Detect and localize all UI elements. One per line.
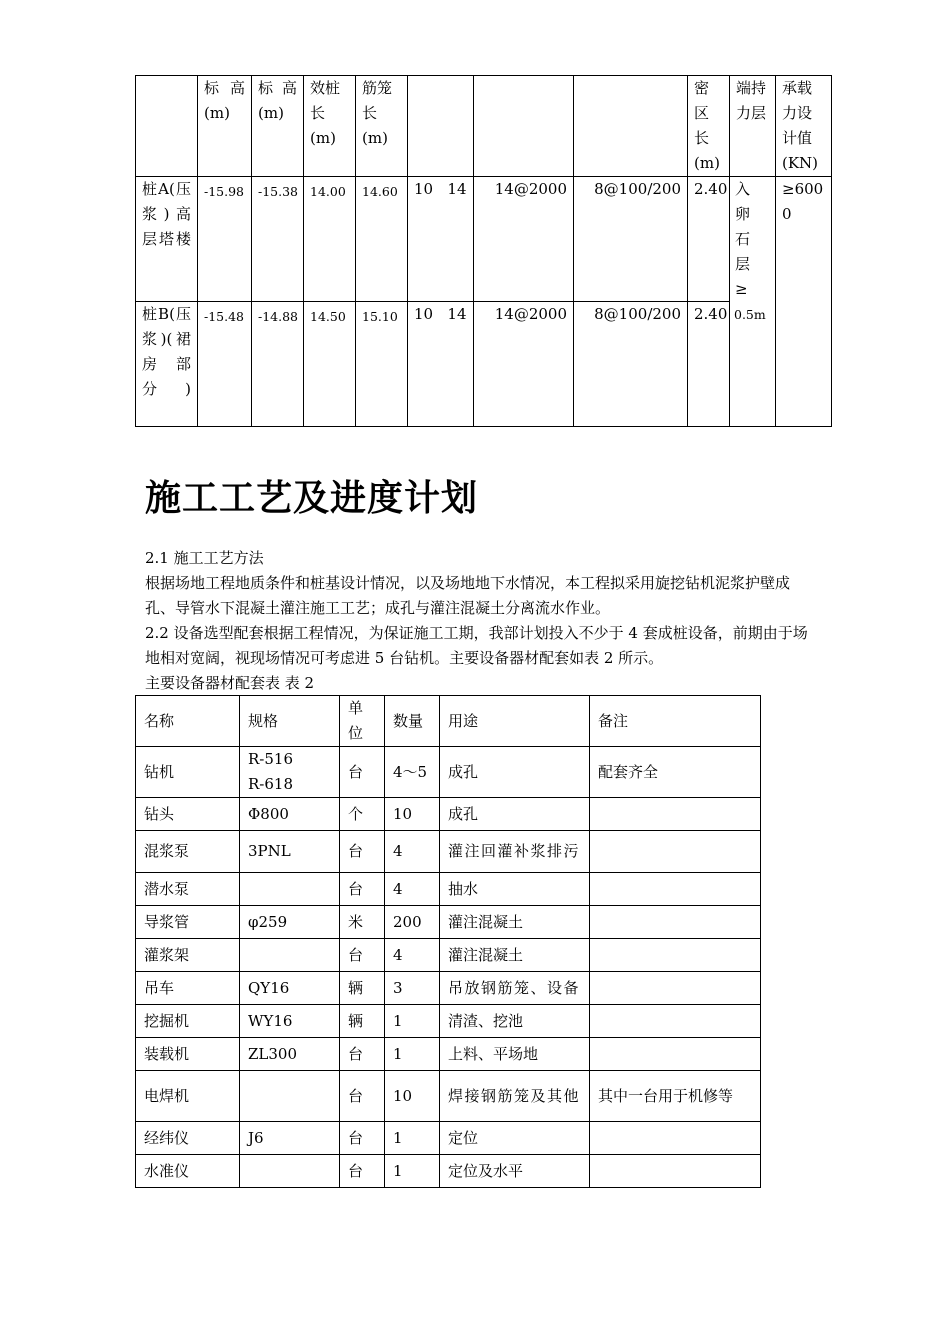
equip-note	[590, 1038, 761, 1071]
equip-name: 挖掘机	[136, 1005, 240, 1038]
section-2-1-body: 根据场地工程地质条件和桩基设计情况，以及场地地下水情况，本工程拟采用旋挖钻机泥浆护壁成孔、导管水下混凝土灌注施工工艺；成孔与灌注混凝土分离流水作业。	[145, 574, 791, 617]
pile-table-row-a	[136, 177, 832, 302]
equip-use: 焊接钢筋笼及其他	[440, 1071, 590, 1122]
equip-name: 钻头	[136, 798, 240, 831]
equip-note	[590, 1005, 761, 1038]
equip-name: 装载机	[136, 1038, 240, 1071]
equip-name: 导浆管	[136, 906, 240, 939]
equip-unit: 台	[340, 1071, 385, 1122]
elevation-1: -15.98	[198, 177, 252, 302]
equip-name: 经纬仪	[136, 1122, 240, 1155]
pile-parameter-table	[135, 75, 832, 427]
elevation-2: -14.88	[252, 302, 304, 427]
pile-name: 桩A(压浆)高层塔楼	[136, 177, 198, 302]
equip-use: 灌注回灌补浆排污	[440, 831, 590, 873]
equip-name: 灌浆架	[136, 939, 240, 972]
elevation-1: -15.48	[198, 302, 252, 427]
equip-unit: 个	[340, 798, 385, 831]
header-qty: 数量	[385, 696, 440, 747]
equip-note	[590, 906, 761, 939]
equip-row	[136, 1038, 761, 1071]
equip-use: 灌注混凝土	[440, 906, 590, 939]
header-cell-design-capacity: 承载力设计值(KN)	[776, 76, 832, 177]
equip-unit: 辆	[340, 972, 385, 1005]
equip-spec	[240, 1071, 340, 1122]
equip-row	[136, 831, 761, 873]
equip-note	[590, 831, 761, 873]
equip-qty: 1	[385, 1155, 440, 1188]
equip-unit: 台	[340, 831, 385, 873]
equip-spec: Φ800	[240, 798, 340, 831]
equip-name: 水准仪	[136, 1155, 240, 1188]
cage-length: 14.60	[356, 177, 408, 302]
pile-length: 14.00	[304, 177, 356, 302]
equip-use: 上料、平场地	[440, 1038, 590, 1071]
equip-qty: 1	[385, 1038, 440, 1071]
equip-qty: 200	[385, 906, 440, 939]
section-2-2-body: 2.2 设备选型配套根据工程情况，为保证施工工期，我部计划投入不少于 4 套成桩设备，前期由于场地相对宽阔，视现场情况可考虑进 5 台钻机。主要设备器材配套如表 2 所示。	[145, 624, 808, 667]
equip-row	[136, 1122, 761, 1155]
header-cell-effective-pile-length: 效桩长(m)	[304, 76, 356, 177]
equip-note	[590, 1155, 761, 1188]
pile-table-row-b	[136, 302, 832, 427]
header-cell-bearing-layer: 端持力层	[730, 76, 776, 177]
equipment-table	[135, 695, 761, 1188]
design-capacity: ≥6000	[776, 177, 832, 427]
stirrup-spec-2: 8@100/200	[574, 302, 688, 427]
section-2-1-title: 2.1 施工工艺方法	[145, 549, 264, 567]
bar-count-cell	[408, 177, 474, 302]
equip-name: 电焊机	[136, 1071, 240, 1122]
equip-row	[136, 1071, 761, 1122]
header-cell-7	[574, 76, 688, 177]
pile-name: 桩B(压浆)(裙房部分)	[136, 302, 198, 427]
equip-name: 吊车	[136, 972, 240, 1005]
stirrup-spec-1: 14@2000	[474, 177, 574, 302]
elevation-2: -15.38	[252, 177, 304, 302]
stirrup-spec-1: 14@2000	[474, 302, 574, 427]
equip-spec	[240, 873, 340, 906]
header-cell-blank	[136, 76, 198, 177]
bar-count-2: 14	[447, 305, 467, 323]
equip-table-body	[136, 747, 761, 1188]
equip-qty: 4～5	[385, 747, 440, 798]
cage-length: 15.10	[356, 302, 408, 427]
dense-zone-length: 2.40	[688, 302, 730, 427]
pile-table-header-row	[136, 76, 832, 177]
equip-unit: 台	[340, 1155, 385, 1188]
header-unit: 单位	[340, 696, 385, 747]
header-cell-elevation-2: 标高(m)	[252, 76, 304, 177]
equip-spec	[240, 747, 340, 798]
equip-unit: 台	[340, 1038, 385, 1071]
equip-note	[590, 972, 761, 1005]
equip-spec: ZL300	[240, 1038, 340, 1071]
dense-zone-length: 2.40	[688, 177, 730, 302]
equip-spec	[240, 939, 340, 972]
equip-unit: 台	[340, 939, 385, 972]
equip-spec: WY16	[240, 1005, 340, 1038]
header-cell-cage-length: 筋笼长(m)	[356, 76, 408, 177]
table-2-caption: 主要设备器材配套表 表 2	[145, 674, 315, 692]
equip-spec-line: R-618	[248, 775, 293, 793]
equip-use: 定位	[440, 1122, 590, 1155]
equip-unit: 台	[340, 747, 385, 798]
equip-header-row	[136, 696, 761, 747]
bar-count-1: 10	[414, 180, 434, 198]
equip-unit: 台	[340, 1122, 385, 1155]
equip-qty: 4	[385, 939, 440, 972]
equip-row	[136, 798, 761, 831]
equip-use: 灌注混凝土	[440, 939, 590, 972]
equip-row	[136, 747, 761, 798]
equip-row	[136, 1155, 761, 1188]
equip-use: 吊放钢筋笼、设备	[440, 972, 590, 1005]
equip-note: 其中一台用于机修等	[590, 1071, 761, 1122]
equip-use: 抽水	[440, 873, 590, 906]
header-cell-dense-zone-length: 密区长(m)	[688, 76, 730, 177]
equip-spec: φ259	[240, 906, 340, 939]
equip-name: 潜水泵	[136, 873, 240, 906]
equip-row	[136, 873, 761, 906]
bearing-layer-text: 入卵石层≥	[735, 180, 751, 298]
bearing-layer-cell	[730, 177, 776, 427]
equip-unit: 辆	[340, 1005, 385, 1038]
header-name: 名称	[136, 696, 240, 747]
equip-qty: 4	[385, 831, 440, 873]
bar-count-2: 14	[447, 180, 467, 198]
equip-use: 成孔	[440, 747, 590, 798]
equip-qty: 1	[385, 1005, 440, 1038]
equip-unit: 台	[340, 873, 385, 906]
equip-note	[590, 1122, 761, 1155]
equip-note	[590, 873, 761, 906]
equip-note	[590, 798, 761, 831]
pile-length: 14.50	[304, 302, 356, 427]
equip-use: 成孔	[440, 798, 590, 831]
equip-spec: J6	[240, 1122, 340, 1155]
header-spec: 规格	[240, 696, 340, 747]
stirrup-spec-2: 8@100/200	[574, 177, 688, 302]
equip-note	[590, 939, 761, 972]
equip-spec: 3PNL	[240, 831, 340, 873]
header-cell-elevation-1: 标高(m)	[198, 76, 252, 177]
bearing-layer-depth: 0.5m	[734, 307, 766, 322]
equip-use: 定位及水平	[440, 1155, 590, 1188]
equip-unit: 米	[340, 906, 385, 939]
equip-spec: QY16	[240, 972, 340, 1005]
equip-spec	[240, 1155, 340, 1188]
bar-count-cell	[408, 302, 474, 427]
section-heading: 施工工艺及进度计划	[145, 478, 479, 519]
header-note: 备注	[590, 696, 761, 747]
equip-qty: 1	[385, 1122, 440, 1155]
equip-note: 配套齐全	[590, 747, 761, 798]
equip-spec-line: R-516	[248, 750, 293, 768]
equip-row	[136, 1005, 761, 1038]
equip-qty: 3	[385, 972, 440, 1005]
equip-name: 混浆泵	[136, 831, 240, 873]
equip-qty: 10	[385, 798, 440, 831]
header-cell-6	[474, 76, 574, 177]
equip-qty: 10	[385, 1071, 440, 1122]
equip-use: 清渣、挖池	[440, 1005, 590, 1038]
equip-name: 钻机	[136, 747, 240, 798]
equip-qty: 4	[385, 873, 440, 906]
header-cell-5	[408, 76, 474, 177]
equip-row	[136, 972, 761, 1005]
bar-count-1: 10	[414, 305, 434, 323]
equip-row	[136, 939, 761, 972]
equip-row	[136, 906, 761, 939]
header-use: 用途	[440, 696, 590, 747]
